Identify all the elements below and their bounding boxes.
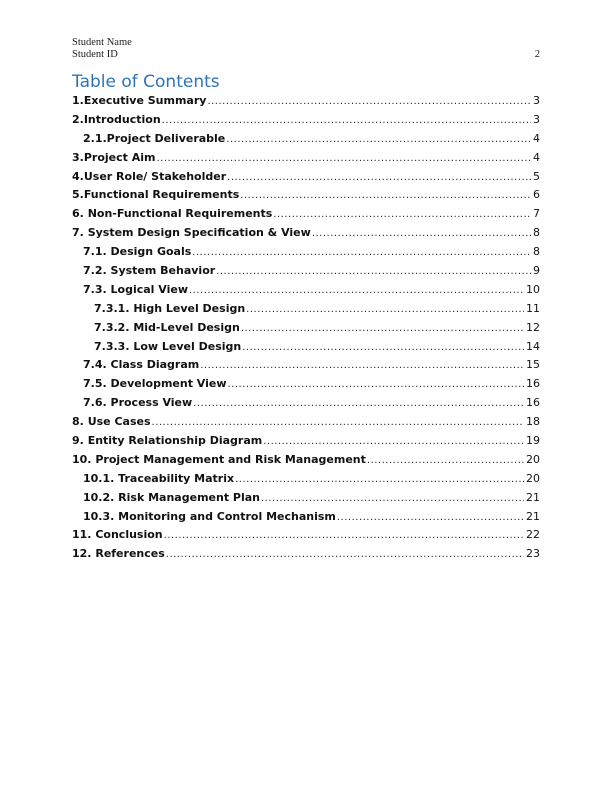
dot-leader (192, 244, 531, 263)
toc-entry-title: Monitoring and Control Mechanism (118, 509, 336, 523)
dot-leader (263, 433, 524, 452)
toc-entry-number: 1. (72, 94, 84, 107)
toc-entry-process-view[interactable] (72, 394, 540, 413)
toc-entry-number: 6. (72, 207, 84, 221)
toc-entry-title: Process View (110, 396, 193, 410)
toc-entry-page: 20 (526, 471, 540, 485)
toc-entry-title: Development View (110, 377, 227, 391)
toc-entry-number: 3. (72, 150, 84, 164)
toc-entry-page: 3 (533, 94, 540, 107)
toc-entry-number: 7.3. (83, 282, 107, 296)
dot-leader (246, 301, 524, 320)
student-id: Student ID (72, 49, 118, 60)
toc-entry-mid-level-design[interactable] (72, 319, 540, 338)
dot-leader (207, 93, 531, 112)
toc-entry-high-level-design[interactable] (72, 300, 540, 319)
toc-entry-number: 7.3.3. (94, 339, 130, 353)
toc-entry-number: 7.6. (83, 396, 107, 410)
toc-entry-project-aim[interactable] (72, 149, 540, 168)
dot-leader (200, 357, 524, 376)
dot-leader (241, 320, 524, 339)
dot-leader (193, 395, 524, 414)
toc-entry-title: Design Goals (110, 245, 192, 259)
dot-leader (226, 131, 531, 150)
toc-entry-development-view[interactable] (72, 375, 540, 394)
toc-entry-number: 10.3. (83, 509, 115, 523)
toc-entry-number: 7.2. (83, 264, 107, 278)
dot-leader (164, 527, 524, 546)
page-number: 2 (534, 49, 540, 60)
toc-entry-page: 16 (526, 377, 540, 391)
toc-entry-number: 7.4. (83, 358, 107, 372)
toc-entry-low-level-design[interactable] (72, 338, 540, 357)
toc-entry-title: System Behavior (110, 264, 216, 278)
toc-entry-page: 8 (533, 245, 540, 259)
toc-entry-page: 6 (533, 188, 540, 202)
toc-entry-title: Risk Management Plan (118, 490, 260, 504)
toc-entry-number: 7.3.1. (94, 301, 130, 315)
table-of-contents (72, 92, 540, 564)
toc-entry-title: System Design Specification & View (87, 226, 311, 240)
toc-entry-number: 10.2. (83, 490, 115, 504)
toc-entry-page: 7 (533, 207, 540, 221)
toc-entry-user-role-stakeholder[interactable] (72, 168, 540, 187)
page-header (72, 37, 540, 61)
dot-leader (235, 471, 524, 490)
toc-entry-title: References (95, 547, 165, 561)
toc-entry-number: 4. (72, 169, 84, 183)
toc-entry-number: 9. (72, 434, 84, 448)
toc-entry-page: 22 (526, 528, 540, 542)
toc-entry-entity-relationship-diagram[interactable] (72, 432, 540, 451)
dot-leader (261, 490, 524, 509)
toc-entry-number: 8. (72, 415, 84, 429)
toc-entry-title: Functional Requirements (83, 188, 240, 202)
toc-entry-page: 21 (526, 509, 540, 523)
toc-entry-number: 2.1. (83, 131, 107, 145)
toc-entry-project-deliverable[interactable] (72, 130, 540, 149)
toc-entry-system-behavior[interactable] (72, 262, 540, 281)
toc-entry-number: 10.1. (83, 471, 115, 485)
toc-entry-page: 16 (526, 396, 540, 410)
toc-entry-title: Entity Relationship Diagram (87, 434, 263, 448)
toc-entry-title: Low Level Design (133, 339, 242, 353)
toc-entry-title: User Role/ Stakeholder (83, 169, 227, 183)
dot-leader (152, 414, 524, 433)
toc-entry-functional-requirements[interactable] (72, 186, 540, 205)
toc-entry-number: 5. (72, 188, 84, 202)
toc-entry-page: 10 (526, 282, 540, 296)
toc-entry-page: 4 (533, 150, 540, 164)
toc-entry-use-cases[interactable] (72, 413, 540, 432)
dot-leader (240, 187, 531, 206)
toc-entry-number: 11. (72, 528, 92, 542)
toc-entry-class-diagram[interactable] (72, 356, 540, 375)
toc-entry-title: High Level Design (133, 301, 246, 315)
toc-entry-non-functional-requirements[interactable] (72, 205, 540, 224)
toc-entry-risk-management-plan[interactable] (72, 489, 540, 508)
dot-leader (273, 206, 531, 225)
toc-entry-page: 3 (533, 112, 540, 126)
toc-entry-number: 12. (72, 547, 92, 561)
toc-entry-title: Executive Summary (83, 94, 207, 107)
dot-leader (367, 452, 524, 471)
toc-entry-number: 7.3.2. (94, 320, 130, 334)
toc-entry-page: 15 (526, 358, 540, 372)
toc-entry-page: 20 (526, 452, 540, 466)
dot-leader (228, 376, 525, 395)
toc-entry-design-goals[interactable] (72, 243, 540, 262)
student-name: Student Name (72, 37, 132, 48)
toc-entry-title: Project Deliverable (106, 131, 226, 145)
toc-entry-title: Class Diagram (110, 358, 200, 372)
toc-entry-title: Traceability Matrix (118, 471, 235, 485)
toc-entry-page: 12 (526, 320, 540, 334)
toc-title: Table of Contents (72, 72, 220, 92)
toc-entry-references[interactable] (72, 545, 540, 564)
dot-leader (227, 169, 531, 188)
toc-entry-page: 18 (526, 415, 540, 429)
dot-leader (162, 112, 531, 131)
toc-entry-project-risk-management[interactable] (72, 451, 540, 470)
toc-entry-page: 4 (533, 131, 540, 145)
toc-entry-introduction[interactable] (72, 111, 540, 130)
toc-entry-number: 2. (72, 112, 84, 126)
toc-entry-page: 11 (526, 301, 540, 315)
toc-entry-page: 9 (533, 264, 540, 278)
dot-leader (216, 263, 531, 282)
toc-entry-title: Project Management and Risk Management (95, 452, 366, 466)
toc-entry-number: 10. (72, 452, 92, 466)
toc-entry-page: 14 (526, 339, 540, 353)
toc-entry-traceability-matrix[interactable] (72, 470, 540, 489)
toc-entry-title: Use Cases (87, 415, 151, 429)
toc-entry-number: 7.1. (83, 245, 107, 259)
toc-entry-title: Mid-Level Design (133, 320, 240, 334)
toc-entry-logical-view[interactable] (72, 281, 540, 300)
toc-entry-executive-summary[interactable] (72, 92, 540, 111)
dot-leader (189, 282, 524, 301)
toc-entry-page: 5 (533, 169, 540, 183)
toc-entry-number: 7. (72, 226, 84, 240)
toc-entry-page: 19 (526, 434, 540, 448)
toc-entry-title: Non-Functional Requirements (87, 207, 273, 221)
dot-leader (312, 225, 531, 244)
toc-entry-page: 21 (526, 490, 540, 504)
toc-entry-system-design[interactable] (72, 224, 540, 243)
toc-entry-title: Conclusion (95, 528, 163, 542)
toc-entry-page: 23 (526, 547, 540, 561)
dot-leader (337, 509, 524, 528)
toc-entry-title: Introduction (83, 112, 161, 126)
toc-entry-page: 8 (533, 226, 540, 240)
toc-entry-number: 7.5. (83, 377, 107, 391)
dot-leader (156, 150, 531, 169)
dot-leader (242, 339, 524, 358)
dot-leader (166, 546, 524, 565)
toc-entry-monitoring-control[interactable] (72, 508, 540, 527)
toc-entry-conclusion[interactable] (72, 526, 540, 545)
toc-entry-title: Logical View (110, 282, 188, 296)
toc-entry-title: Project Aim (83, 150, 156, 164)
